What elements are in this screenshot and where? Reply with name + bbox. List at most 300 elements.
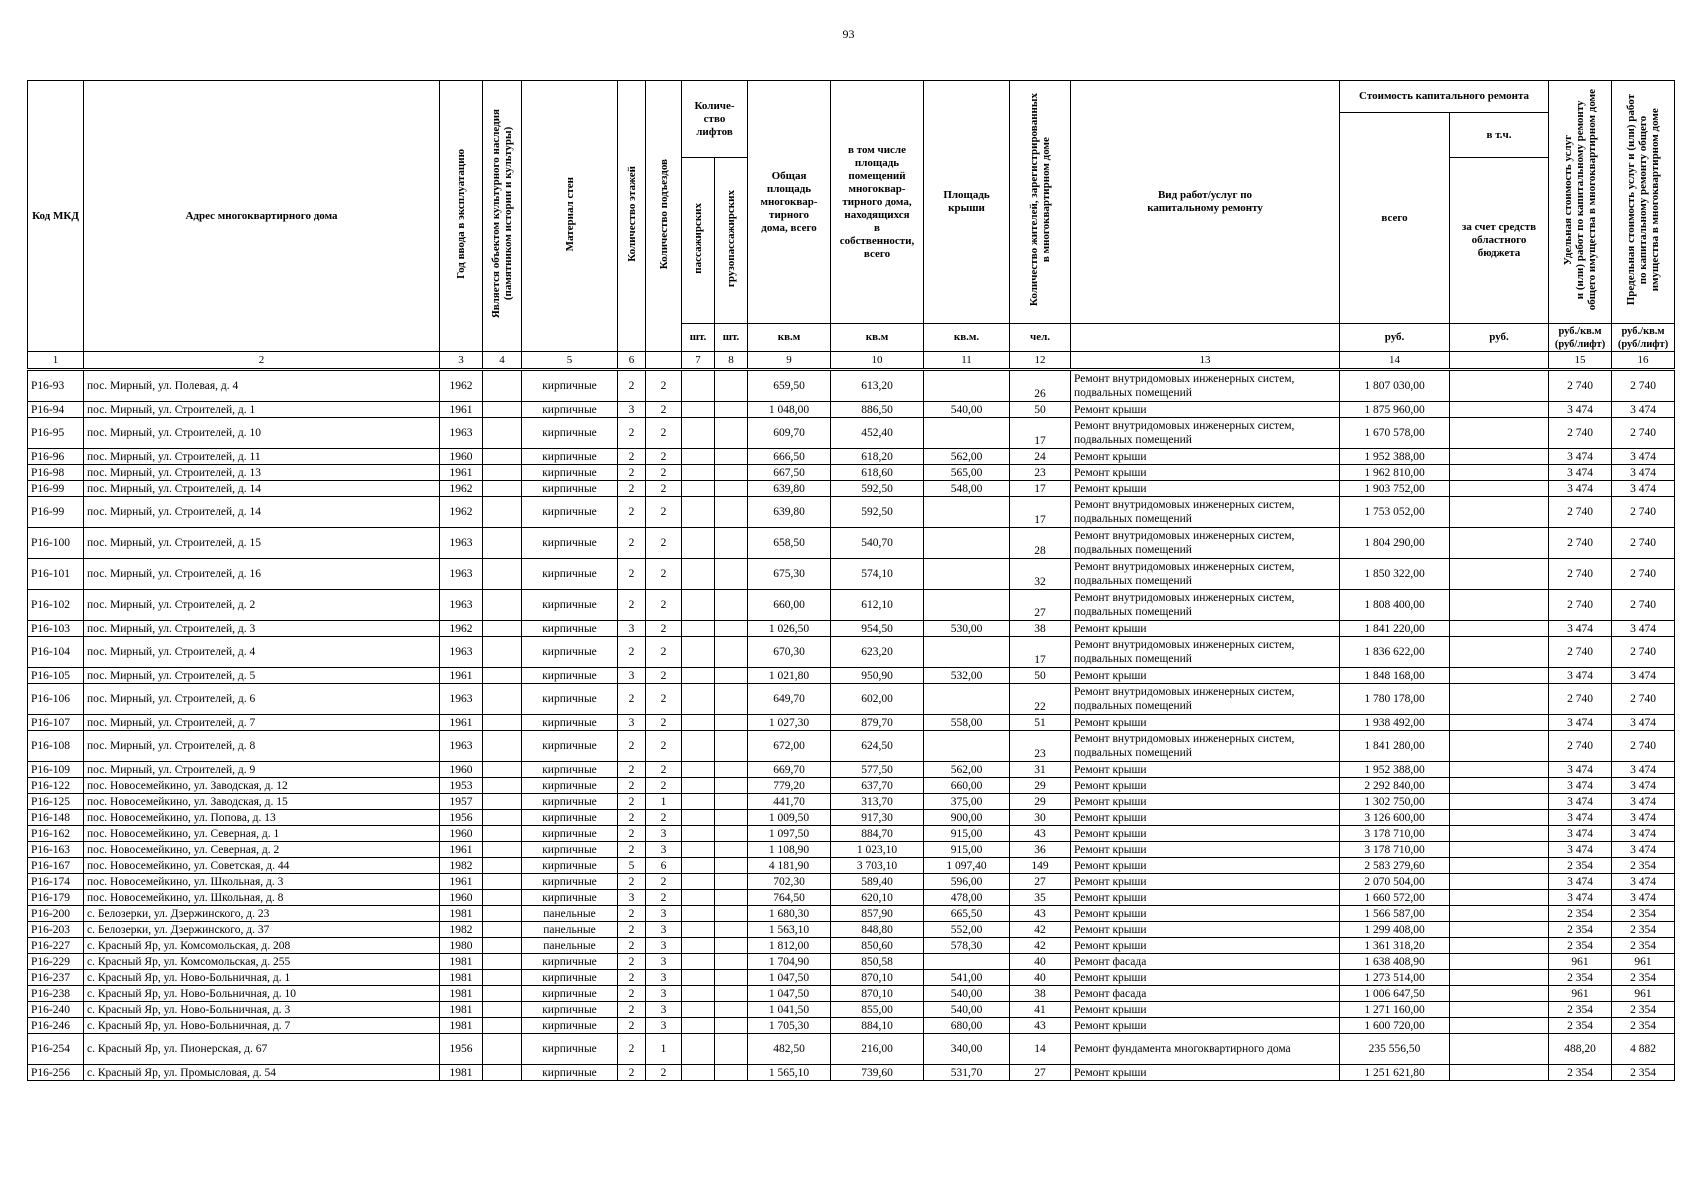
cell-code: Р16-163 <box>28 842 84 858</box>
cell-address: пос. Мирный, ул. Строителей, д. 10 <box>84 418 440 449</box>
cell-floors: 3 <box>618 668 646 684</box>
cell-address: с. Красный Яр, ул. Комсомольская, д. 208 <box>84 938 440 954</box>
cell-roof-area: 531,70 <box>924 1065 1010 1081</box>
cell-address: пос. Новосемейкино, ул. Школьная, д. 3 <box>84 874 440 890</box>
cell-cost-regional <box>1450 794 1549 810</box>
cell-material: кирпичные <box>522 826 618 842</box>
cell-work: Ремонт крыши <box>1071 842 1340 858</box>
cell-year: 1981 <box>440 954 483 970</box>
cell-floors: 2 <box>618 906 646 922</box>
cell-roof-area: 540,00 <box>924 1002 1010 1018</box>
cell-limit-cost: 3 474 <box>1612 481 1675 497</box>
cell-roof-area <box>924 418 1010 449</box>
cell-year: 1961 <box>440 715 483 731</box>
cell-limit-cost: 3 474 <box>1612 402 1675 418</box>
cell-year: 1960 <box>440 762 483 778</box>
cell-entrances: 2 <box>646 418 682 449</box>
cell-material: панельные <box>522 922 618 938</box>
cell-floors: 2 <box>618 954 646 970</box>
cell-code: Р16-167 <box>28 858 84 874</box>
cell-owned-area: 884,70 <box>831 826 924 842</box>
cell-code: Р16-162 <box>28 826 84 842</box>
cell-passenger <box>682 762 715 778</box>
cell-cost-regional <box>1450 449 1549 465</box>
cell-code: Р16-107 <box>28 715 84 731</box>
cell-work: Ремонт крыши <box>1071 1018 1340 1034</box>
cell-work: Ремонт крыши <box>1071 762 1340 778</box>
header-cost-group: Стоимость капитального ремонта <box>1340 81 1549 113</box>
cell-total-area: 1 108,90 <box>748 842 831 858</box>
cell-entrances: 3 <box>646 986 682 1002</box>
cell-address: пос. Мирный, ул. Строителей, д. 16 <box>84 559 440 590</box>
column-number: 2 <box>84 352 440 370</box>
cell-cost-regional <box>1450 621 1549 637</box>
unit-cost-total: руб. <box>1340 324 1450 352</box>
cell-unit-cost: 3 474 <box>1549 874 1612 890</box>
cell-limit-cost: 3 474 <box>1612 715 1675 731</box>
cell-material: кирпичные <box>522 418 618 449</box>
cell-year: 1981 <box>440 906 483 922</box>
header-cost-total: всего <box>1340 113 1450 324</box>
table-row <box>28 778 1675 794</box>
cell-cost: 1 638 408,90 <box>1340 954 1450 970</box>
cell-passenger <box>682 810 715 826</box>
cell-passenger <box>682 621 715 637</box>
cell-total-area: 4 181,90 <box>748 858 831 874</box>
cell-address: с. Красный Яр, ул. Ново-Больничная, д. 10 <box>84 986 440 1002</box>
header-elevators: Количе- ство лифтов <box>682 81 748 158</box>
table-row <box>28 762 1675 778</box>
cell-cost: 2 292 840,00 <box>1340 778 1450 794</box>
cell-passenger <box>682 922 715 938</box>
cell-entrances: 2 <box>646 481 682 497</box>
cell-entrances: 2 <box>646 810 682 826</box>
cell-work: Ремонт внутридомовых инженерных систем, подвальных помещений <box>1071 559 1340 590</box>
cell-unit-cost: 3 474 <box>1549 794 1612 810</box>
cell-roof-area: 665,50 <box>924 906 1010 922</box>
cell-residents: 27 <box>1010 874 1071 890</box>
cell-work: Ремонт фасада <box>1071 986 1340 1002</box>
cell-address: с. Красный Яр, ул. Комсомольская, д. 255 <box>84 954 440 970</box>
cell-freight <box>715 481 748 497</box>
cell-entrances: 3 <box>646 906 682 922</box>
cell-residents: 43 <box>1010 1018 1071 1034</box>
cell-residents: 29 <box>1010 794 1071 810</box>
cell-code: Р16-122 <box>28 778 84 794</box>
cell-cost: 235 556,50 <box>1340 1034 1450 1065</box>
cell-cost-regional <box>1450 906 1549 922</box>
cell-owned-area: 850,58 <box>831 954 924 970</box>
cell-code: Р16-246 <box>28 1018 84 1034</box>
cell-unit-cost: 3 474 <box>1549 762 1612 778</box>
cell-cost-regional <box>1450 970 1549 986</box>
cell-heritage <box>483 497 522 528</box>
cell-address: пос. Мирный, ул. Строителей, д. 7 <box>84 715 440 731</box>
cell-year: 1980 <box>440 938 483 954</box>
cell-material: кирпичные <box>522 1065 618 1081</box>
unit-freight: шт. <box>715 324 748 352</box>
cell-freight <box>715 465 748 481</box>
cell-work: Ремонт фасада <box>1071 954 1340 970</box>
cell-total-area: 1 812,00 <box>748 938 831 954</box>
cell-work: Ремонт крыши <box>1071 906 1340 922</box>
cell-cost: 1 780 178,00 <box>1340 684 1450 715</box>
cell-cost: 1 850 322,00 <box>1340 559 1450 590</box>
cell-code: Р16-238 <box>28 986 84 1002</box>
cell-passenger <box>682 1034 715 1065</box>
cell-total-area: 670,30 <box>748 637 831 668</box>
cell-cost: 1 952 388,00 <box>1340 762 1450 778</box>
cell-passenger <box>682 794 715 810</box>
cell-passenger <box>682 906 715 922</box>
cell-year: 1956 <box>440 1034 483 1065</box>
cell-passenger <box>682 668 715 684</box>
cell-floors: 2 <box>618 559 646 590</box>
cell-total-area: 1 021,80 <box>748 668 831 684</box>
cell-code: Р16-256 <box>28 1065 84 1081</box>
cell-heritage <box>483 465 522 481</box>
cell-roof-area: 680,00 <box>924 1018 1010 1034</box>
cell-freight <box>715 762 748 778</box>
cell-residents: 35 <box>1010 890 1071 906</box>
table-header <box>28 81 1675 370</box>
cell-residents: 23 <box>1010 731 1071 762</box>
cell-freight <box>715 1002 748 1018</box>
cell-year: 1961 <box>440 465 483 481</box>
cell-owned-area: 577,50 <box>831 762 924 778</box>
cell-cost-regional <box>1450 497 1549 528</box>
column-number: 10 <box>831 352 924 370</box>
cell-cost: 1 938 492,00 <box>1340 715 1450 731</box>
cell-cost: 1 807 030,00 <box>1340 370 1450 402</box>
cell-address: пос. Мирный, ул. Строителей, д. 5 <box>84 668 440 684</box>
cell-floors: 2 <box>618 418 646 449</box>
column-number: 7 <box>682 352 715 370</box>
cell-cost: 1 600 720,00 <box>1340 1018 1450 1034</box>
cell-code: Р16-108 <box>28 731 84 762</box>
cell-floors: 2 <box>618 922 646 938</box>
cell-total-area: 1 563,10 <box>748 922 831 938</box>
cell-limit-cost: 2 354 <box>1612 1002 1675 1018</box>
cell-material: кирпичные <box>522 465 618 481</box>
cell-entrances: 3 <box>646 1018 682 1034</box>
cell-freight <box>715 590 748 621</box>
cell-passenger <box>682 858 715 874</box>
cell-residents: 43 <box>1010 906 1071 922</box>
cell-address: пос. Мирный, ул. Строителей, д. 2 <box>84 590 440 621</box>
cell-owned-area: 624,50 <box>831 731 924 762</box>
cell-code: Р16-148 <box>28 810 84 826</box>
cell-owned-area: 618,20 <box>831 449 924 465</box>
cell-heritage <box>483 715 522 731</box>
cell-roof-area: 478,00 <box>924 890 1010 906</box>
cell-limit-cost: 3 474 <box>1612 465 1675 481</box>
cell-address: пос. Мирный, ул. Строителей, д. 1 <box>84 402 440 418</box>
cell-freight <box>715 826 748 842</box>
cell-unit-cost: 2 740 <box>1549 418 1612 449</box>
cell-cost: 1 670 578,00 <box>1340 418 1450 449</box>
cell-material: кирпичные <box>522 528 618 559</box>
cell-passenger <box>682 986 715 1002</box>
cell-limit-cost: 2 740 <box>1612 528 1675 559</box>
cell-passenger <box>682 481 715 497</box>
cell-heritage <box>483 449 522 465</box>
column-number: 9 <box>748 352 831 370</box>
cell-roof-area: 340,00 <box>924 1034 1010 1065</box>
cell-material: кирпичные <box>522 858 618 874</box>
cell-cost: 1 841 220,00 <box>1340 621 1450 637</box>
cell-address: пос. Мирный, ул. Полевая, д. 4 <box>84 370 440 402</box>
table-row <box>28 590 1675 621</box>
cell-floors: 2 <box>618 1002 646 1018</box>
cell-cost: 1 875 960,00 <box>1340 402 1450 418</box>
cell-year: 1963 <box>440 637 483 668</box>
cell-floors: 2 <box>618 938 646 954</box>
cell-work: Ремонт крыши <box>1071 402 1340 418</box>
cell-heritage <box>483 528 522 559</box>
column-number: 13 <box>1071 352 1340 370</box>
cell-cost: 1 841 280,00 <box>1340 731 1450 762</box>
cell-unit-cost: 961 <box>1549 986 1612 1002</box>
table-row <box>28 1002 1675 1018</box>
cell-total-area: 441,70 <box>748 794 831 810</box>
cell-entrances: 3 <box>646 954 682 970</box>
cell-cost-regional <box>1450 528 1549 559</box>
cell-owned-area: 620,10 <box>831 890 924 906</box>
cell-passenger <box>682 874 715 890</box>
cell-entrances: 2 <box>646 1065 682 1081</box>
cell-unit-cost: 2 740 <box>1549 528 1612 559</box>
cell-freight <box>715 922 748 938</box>
cell-heritage <box>483 1002 522 1018</box>
cell-limit-cost: 2 354 <box>1612 1065 1675 1081</box>
cell-roof-area <box>924 684 1010 715</box>
cell-address: пос. Новосемейкино, ул. Заводская, д. 15 <box>84 794 440 810</box>
cell-total-area: 702,30 <box>748 874 831 890</box>
cell-cost: 1 962 810,00 <box>1340 465 1450 481</box>
cell-floors: 2 <box>618 778 646 794</box>
cell-heritage <box>483 402 522 418</box>
header-floors: Количество этажей <box>618 81 646 352</box>
cell-passenger <box>682 497 715 528</box>
cell-unit-cost: 2 354 <box>1549 970 1612 986</box>
cell-passenger <box>682 559 715 590</box>
cell-code: Р16-99 <box>28 497 84 528</box>
cell-work: Ремонт внутридомовых инженерных систем, подвальных помещений <box>1071 418 1340 449</box>
cell-address: пос. Новосемейкино, ул. Попова, д. 13 <box>84 810 440 826</box>
cell-roof-area: 552,00 <box>924 922 1010 938</box>
cell-unit-cost: 3 474 <box>1549 826 1612 842</box>
cell-total-area: 675,30 <box>748 559 831 590</box>
cell-entrances: 1 <box>646 794 682 810</box>
cell-year: 1962 <box>440 370 483 402</box>
cell-residents: 32 <box>1010 559 1071 590</box>
cell-cost-regional <box>1450 842 1549 858</box>
cell-code: Р16-93 <box>28 370 84 402</box>
cell-floors: 2 <box>618 842 646 858</box>
cell-code: Р16-254 <box>28 1034 84 1065</box>
cell-heritage <box>483 1034 522 1065</box>
header-year: Год ввода в эксплуатацию <box>440 81 483 352</box>
cell-heritage <box>483 418 522 449</box>
cell-owned-area: 452,40 <box>831 418 924 449</box>
cell-unit-cost: 3 474 <box>1549 465 1612 481</box>
cell-code: Р16-104 <box>28 637 84 668</box>
cell-limit-cost: 2 740 <box>1612 497 1675 528</box>
table-row <box>28 621 1675 637</box>
cell-unit-cost: 3 474 <box>1549 449 1612 465</box>
column-number: 11 <box>924 352 1010 370</box>
cell-limit-cost: 3 474 <box>1612 874 1675 890</box>
cell-material: кирпичные <box>522 637 618 668</box>
cell-cost: 1 903 752,00 <box>1340 481 1450 497</box>
cell-year: 1962 <box>440 621 483 637</box>
header-residents: Количество жителей, зарегистрированных в многоквартирном доме <box>1010 81 1071 324</box>
cell-code: Р16-174 <box>28 874 84 890</box>
cell-material: кирпичные <box>522 986 618 1002</box>
cell-year: 1981 <box>440 1065 483 1081</box>
cell-residents: 26 <box>1010 370 1071 402</box>
cell-material: кирпичные <box>522 370 618 402</box>
cell-total-area: 1 680,30 <box>748 906 831 922</box>
cell-floors: 5 <box>618 858 646 874</box>
cell-material: кирпичные <box>522 778 618 794</box>
cell-floors: 2 <box>618 497 646 528</box>
header-cost-regional: за счет средств областного бюджета <box>1450 158 1549 324</box>
cell-entrances: 1 <box>646 1034 682 1065</box>
cell-floors: 3 <box>618 715 646 731</box>
table-row <box>28 922 1675 938</box>
cell-roof-area <box>924 637 1010 668</box>
cell-residents: 40 <box>1010 954 1071 970</box>
cell-owned-area: 592,50 <box>831 481 924 497</box>
table-row <box>28 684 1675 715</box>
cell-owned-area: 637,70 <box>831 778 924 794</box>
cell-material: кирпичные <box>522 874 618 890</box>
cell-heritage <box>483 1018 522 1034</box>
cell-heritage <box>483 621 522 637</box>
cell-address: пос. Новосемейкино, ул. Заводская, д. 12 <box>84 778 440 794</box>
cell-code: Р16-227 <box>28 938 84 954</box>
cell-residents: 42 <box>1010 922 1071 938</box>
cell-cost: 1 952 388,00 <box>1340 449 1450 465</box>
cell-residents: 17 <box>1010 497 1071 528</box>
cell-entrances: 2 <box>646 637 682 668</box>
cell-cost-regional <box>1450 481 1549 497</box>
cell-owned-area: 857,90 <box>831 906 924 922</box>
cell-work: Ремонт крыши <box>1071 449 1340 465</box>
cell-total-area: 672,00 <box>748 731 831 762</box>
cell-cost: 1 753 052,00 <box>1340 497 1450 528</box>
cell-address: пос. Новосемейкино, ул. Северная, д. 1 <box>84 826 440 842</box>
header-total-area: Общая площадь многоквар- тирного дома, всего <box>748 81 831 324</box>
cell-address: с. Белозерки, ул. Дзержинского, д. 37 <box>84 922 440 938</box>
table-row <box>28 810 1675 826</box>
column-numbers-row <box>28 352 1675 370</box>
cell-owned-area: 313,70 <box>831 794 924 810</box>
cell-limit-cost: 3 474 <box>1612 762 1675 778</box>
cell-cost: 1 808 400,00 <box>1340 590 1450 621</box>
cell-cost-regional <box>1450 1065 1549 1081</box>
cell-total-area: 1 041,50 <box>748 1002 831 1018</box>
cell-heritage <box>483 1065 522 1081</box>
cell-total-area: 779,20 <box>748 778 831 794</box>
cell-unit-cost: 961 <box>1549 954 1612 970</box>
table-row <box>28 465 1675 481</box>
cell-material: кирпичные <box>522 794 618 810</box>
cell-unit-cost: 3 474 <box>1549 715 1612 731</box>
cell-work: Ремонт крыши <box>1071 481 1340 497</box>
cell-roof-area: 596,00 <box>924 874 1010 890</box>
cell-heritage <box>483 370 522 402</box>
cell-roof-area: 1 097,40 <box>924 858 1010 874</box>
cell-limit-cost: 961 <box>1612 986 1675 1002</box>
cell-material: кирпичные <box>522 684 618 715</box>
cell-entrances: 2 <box>646 715 682 731</box>
cell-year: 1961 <box>440 668 483 684</box>
cell-cost-regional <box>1450 778 1549 794</box>
cell-unit-cost: 3 474 <box>1549 402 1612 418</box>
header-unit-cost: Удельная стоимость услуг и (или) работ по капитальному ремонту общего имущества в многоквартирном доме <box>1549 81 1612 324</box>
cell-year: 1982 <box>440 922 483 938</box>
cell-freight <box>715 449 748 465</box>
cell-code: Р16-229 <box>28 954 84 970</box>
cell-limit-cost: 3 474 <box>1612 778 1675 794</box>
cell-unit-cost: 2 354 <box>1549 1002 1612 1018</box>
unit-owned-area: кв.м <box>831 324 924 352</box>
cell-floors: 2 <box>618 590 646 621</box>
cell-material: панельные <box>522 938 618 954</box>
cell-entrances: 2 <box>646 668 682 684</box>
table-row <box>28 449 1675 465</box>
cell-residents: 27 <box>1010 1065 1071 1081</box>
cell-passenger <box>682 970 715 986</box>
cell-floors: 2 <box>618 762 646 778</box>
cell-roof-area <box>924 370 1010 402</box>
table-row <box>28 890 1675 906</box>
cell-limit-cost: 2 354 <box>1612 858 1675 874</box>
cell-cost-regional <box>1450 418 1549 449</box>
cell-floors: 2 <box>618 826 646 842</box>
cell-cost-regional <box>1450 684 1549 715</box>
cell-cost-regional <box>1450 1018 1549 1034</box>
cell-freight <box>715 497 748 528</box>
column-number: 5 <box>522 352 618 370</box>
cell-heritage <box>483 826 522 842</box>
table-row <box>28 1018 1675 1034</box>
cell-address: пос. Новосемейкино, ул. Школьная, д. 8 <box>84 890 440 906</box>
cell-unit-cost: 2 354 <box>1549 938 1612 954</box>
cell-cost: 1 566 587,00 <box>1340 906 1450 922</box>
cell-owned-area: 589,40 <box>831 874 924 890</box>
cell-cost: 1 251 621,80 <box>1340 1065 1450 1081</box>
cell-freight <box>715 621 748 637</box>
cell-unit-cost: 3 474 <box>1549 481 1612 497</box>
cell-unit-cost: 2 354 <box>1549 1018 1612 1034</box>
cell-year: 1981 <box>440 986 483 1002</box>
cell-heritage <box>483 938 522 954</box>
cell-year: 1981 <box>440 1018 483 1034</box>
cell-unit-cost: 3 474 <box>1549 890 1612 906</box>
cell-freight <box>715 559 748 590</box>
cell-work: Ремонт крыши <box>1071 794 1340 810</box>
cell-cost: 3 178 710,00 <box>1340 842 1450 858</box>
cell-year: 1963 <box>440 684 483 715</box>
cell-roof-area: 578,30 <box>924 938 1010 954</box>
cell-address: пос. Мирный, ул. Строителей, д. 8 <box>84 731 440 762</box>
cell-roof-area: 562,00 <box>924 762 1010 778</box>
cell-passenger <box>682 590 715 621</box>
